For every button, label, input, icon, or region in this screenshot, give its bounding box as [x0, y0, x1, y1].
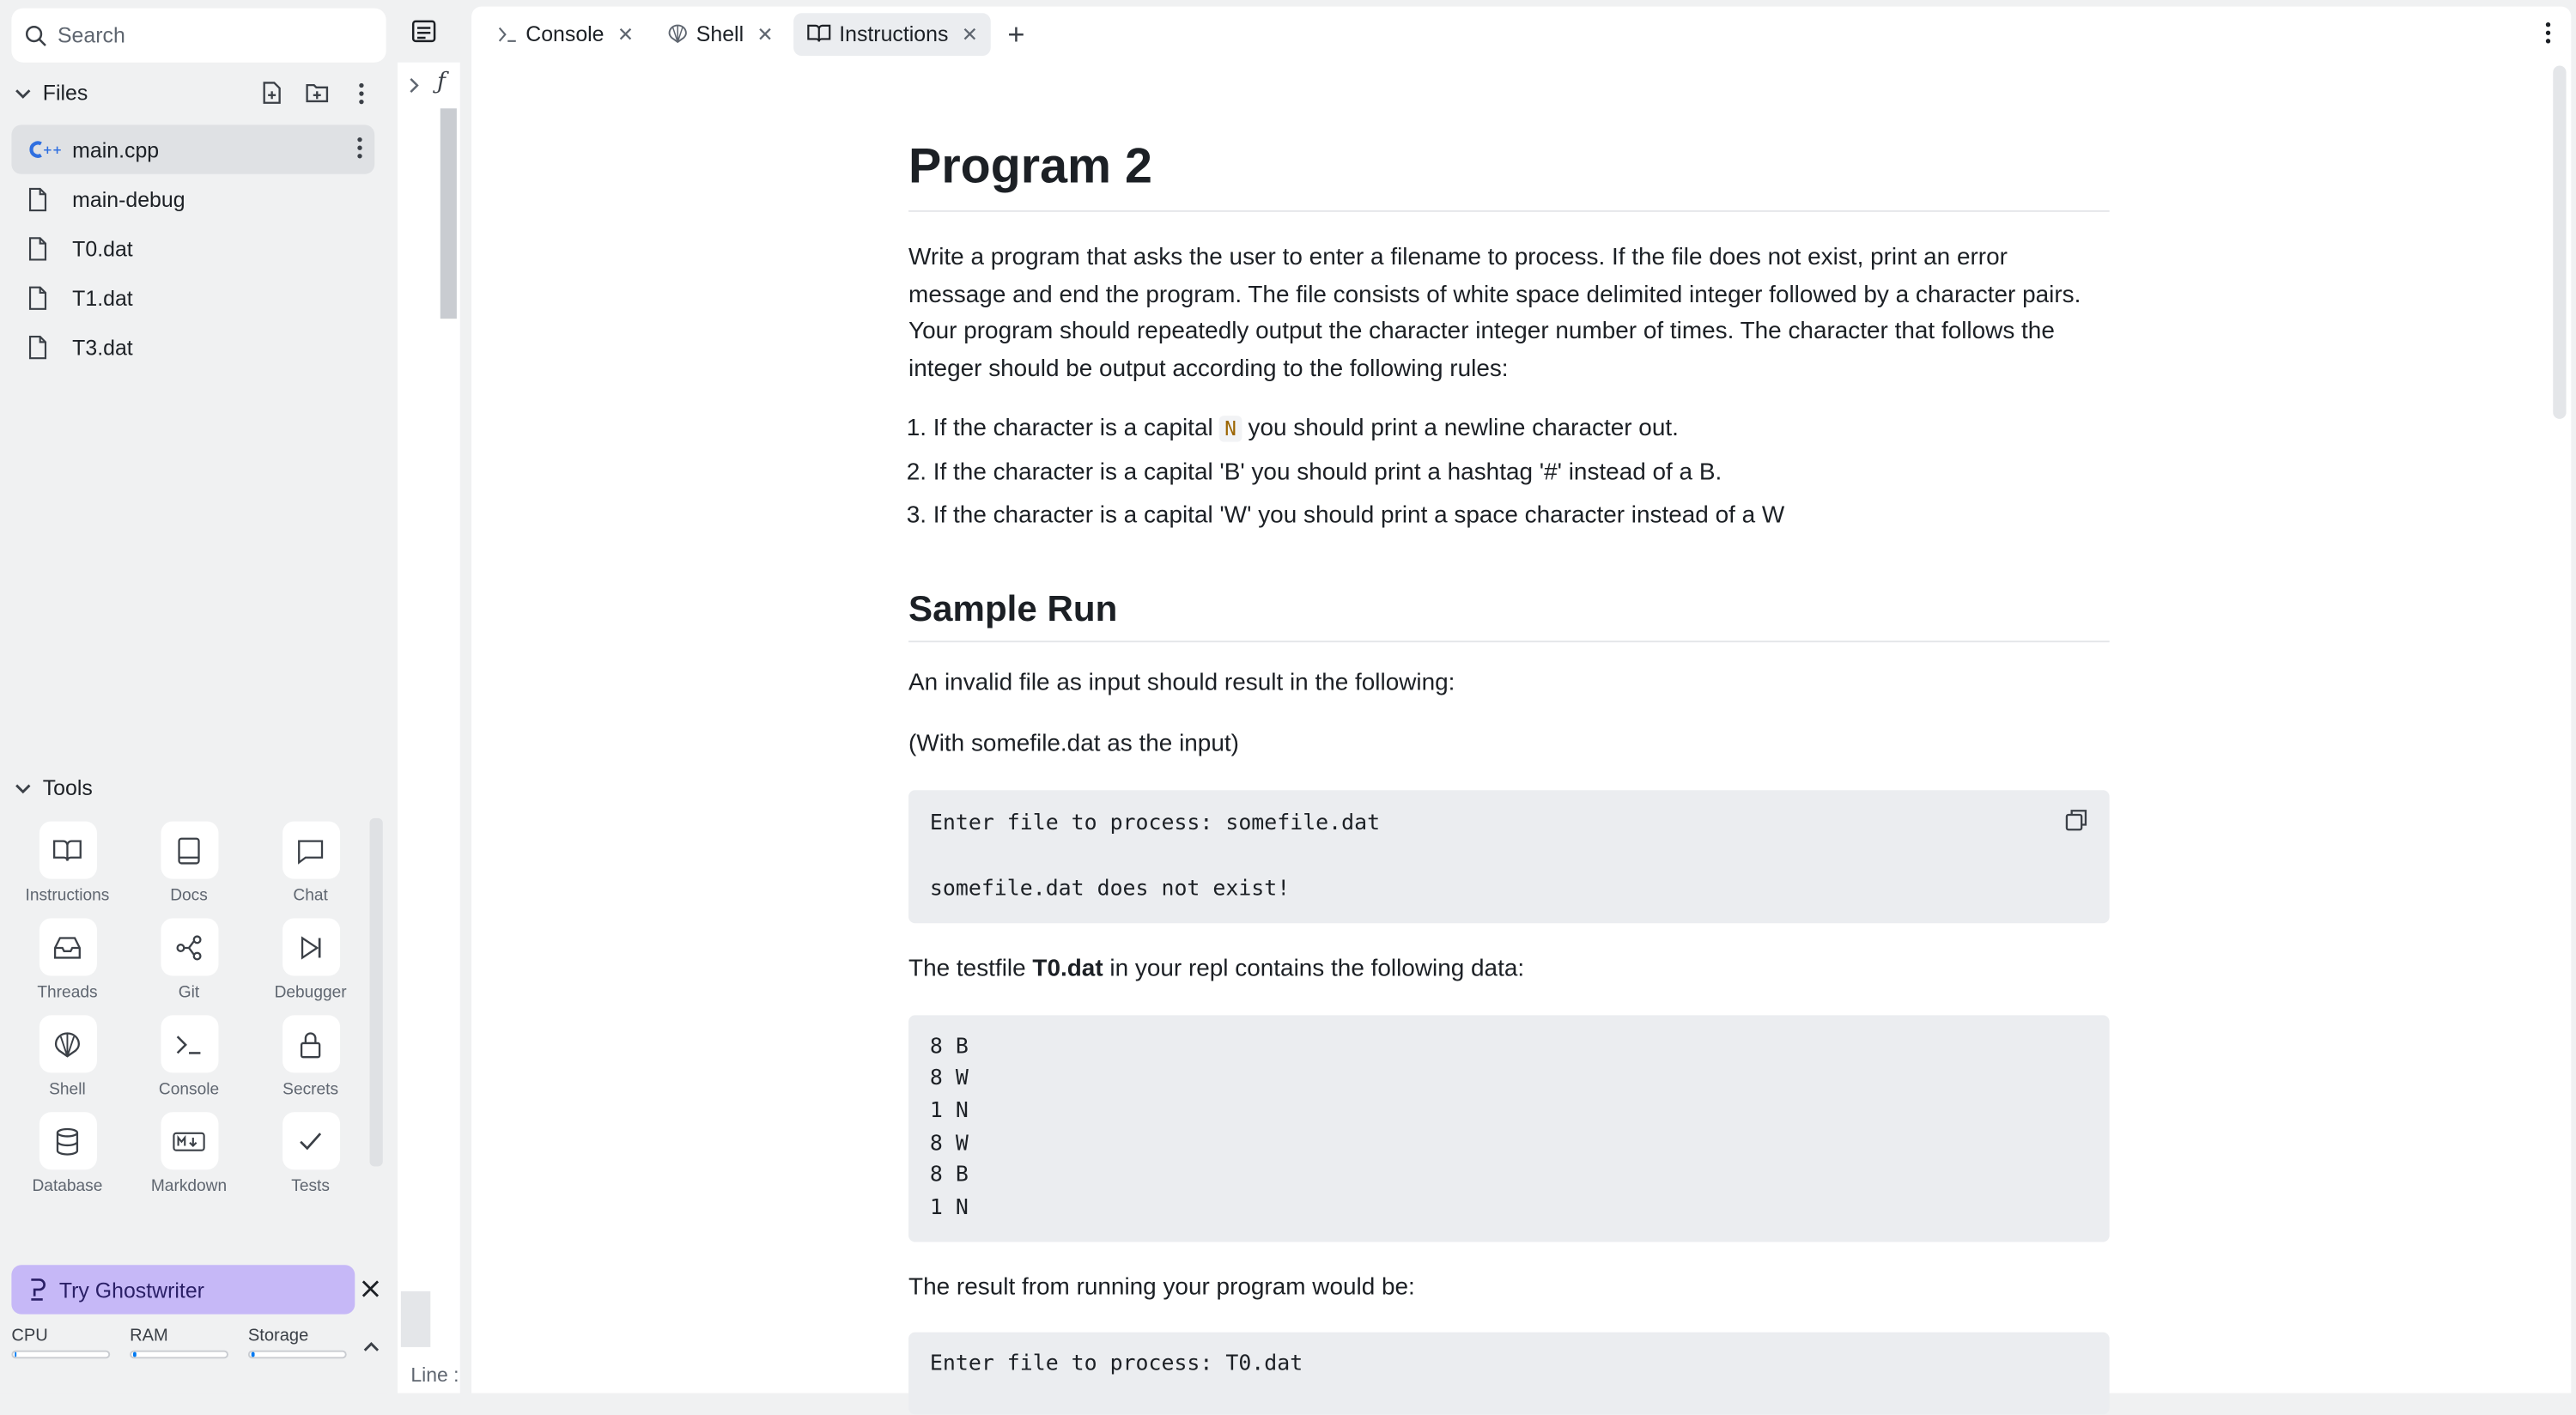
terminal-icon [498, 26, 518, 42]
chevron-up-icon[interactable] [361, 1336, 381, 1365]
try-ghostwriter-button[interactable] [11, 1265, 355, 1314]
sidebar [0, 0, 388, 1393]
tools-grid [7, 822, 372, 1196]
close-tab-icon[interactable]: ✕ [756, 21, 774, 46]
shell-icon [666, 23, 688, 45]
copy-icon[interactable] [2065, 808, 2088, 842]
file-item-t3-dat[interactable] [11, 322, 374, 371]
result-paragraph: The result from running your program would be: [908, 1274, 1415, 1302]
pane-more-icon[interactable] [2545, 21, 2552, 52]
text: The testfile [908, 956, 1033, 983]
lock-icon [299, 1029, 322, 1059]
tool-label: Docs [170, 887, 208, 906]
cpu-label: CPU [11, 1326, 48, 1345]
file-item-main-debug[interactable] [11, 174, 374, 223]
tab-bar [471, 7, 2571, 61]
tool-label: Console [158, 1080, 220, 1099]
svg-text:++: ++ [42, 143, 63, 157]
resource-usage [11, 1326, 356, 1358]
shell-icon [52, 1029, 82, 1059]
search-input[interactable] [58, 23, 370, 48]
tool-label: Database [32, 1177, 103, 1196]
tool-label: Secrets [283, 1080, 339, 1099]
tool-secrets[interactable] [250, 1015, 372, 1099]
file-name: main.cpp [72, 137, 160, 162]
cpu-usage [11, 1326, 110, 1358]
tab-label: Instructions [839, 21, 949, 46]
line-indicator: Line : [410, 1363, 459, 1387]
new-folder-icon[interactable] [302, 79, 331, 107]
check-icon [297, 1129, 324, 1152]
sample-run-heading: Sample Run [908, 585, 2110, 642]
intro-paragraph: Write a program that asks the user to enter a filename to process. If the file does not exist, print an error message and end the program. The file consists of white space delimited integer followed by a character pairs. Your program should repeatedly output the character integer number of times. The character that follows the integer should be output according to the following rules: [908, 245, 2081, 383]
tool-console[interactable] [128, 1015, 250, 1099]
testfile-name: T0.dat [1032, 956, 1103, 983]
tool-chat[interactable] [250, 822, 372, 906]
minimap-slider [401, 1291, 430, 1347]
file-icon [27, 186, 50, 211]
file-tree [11, 124, 374, 371]
tools-header: Tools [42, 775, 93, 800]
file-name: main-debug [72, 186, 185, 211]
text: in your repl contains the following data: [1103, 956, 1525, 983]
tool-shell[interactable] [7, 1015, 129, 1099]
code-block-result [908, 1333, 2110, 1415]
file-name: T1.dat [72, 284, 133, 310]
tool-label: Git [178, 984, 200, 1003]
files-more-icon[interactable] [347, 79, 375, 107]
storage-usage [248, 1326, 347, 1358]
search-box[interactable] [11, 9, 386, 63]
tool-label: Markdown [150, 1177, 228, 1196]
doc-scrollbar[interactable] [2549, 66, 2572, 428]
inbox-icon [52, 934, 82, 961]
tab-shell[interactable] [653, 12, 787, 55]
collapsed-editor [398, 0, 464, 1393]
code-block-invalid [908, 790, 2110, 923]
rule-text: If the character is a capital [933, 416, 1220, 443]
storage-label: Storage [247, 1326, 309, 1345]
chevron-down-icon [13, 778, 33, 798]
chat-icon [295, 837, 325, 864]
file-icon [27, 334, 50, 359]
file-name: T0.dat [72, 235, 133, 261]
with-input-paragraph: (With somefile.dat as the input) [908, 732, 1239, 758]
code-line: Enter file to process: somefile.dat [929, 811, 1381, 836]
book-open-icon [806, 23, 831, 45]
function-icon: ƒ [436, 69, 446, 95]
tab-console[interactable] [484, 12, 647, 55]
add-tab-icon[interactable]: + [1007, 17, 1025, 51]
tool-threads[interactable] [7, 919, 129, 1003]
close-tab-icon[interactable]: ✕ [617, 21, 635, 46]
main-pane [471, 7, 2571, 1394]
tool-label: Tests [291, 1177, 330, 1196]
tools-scrollbar[interactable] [369, 818, 382, 1167]
search-icon [25, 24, 48, 47]
file-name: T3.dat [72, 334, 133, 360]
markdown-icon [173, 1131, 205, 1151]
ram-usage [130, 1326, 228, 1358]
chevron-right-icon[interactable] [407, 72, 420, 101]
tool-label: Threads [37, 984, 98, 1003]
tab-label: Shell [696, 21, 744, 46]
tool-database[interactable] [7, 1112, 129, 1196]
file-icon [27, 236, 50, 261]
tool-docs[interactable] [128, 822, 250, 906]
file-item-t0-dat[interactable] [11, 223, 374, 272]
ghostwriter-icon [27, 1277, 46, 1303]
file-item-t1-dat[interactable] [11, 273, 374, 322]
tool-label: Debugger [274, 984, 347, 1003]
storage-bar-fill [252, 1352, 254, 1357]
tool-debugger[interactable] [250, 919, 372, 1003]
tool-label: Shell [49, 1080, 86, 1099]
rules-list [908, 411, 2110, 542]
file-icon [27, 285, 50, 310]
code-block-data: 8 B 8 W 1 N 8 W 8 B 1 N [908, 1015, 2110, 1242]
doc-title: Program 2 [908, 135, 2110, 212]
testfile-paragraph [908, 951, 2110, 988]
git-icon [174, 932, 204, 962]
rule-item [933, 411, 2110, 455]
invalid-file-paragraph: An invalid file as input should result in the following: [908, 670, 1455, 697]
tool-instructions[interactable] [7, 822, 129, 906]
file-more-icon[interactable] [356, 137, 363, 165]
cpu-bar-fill [15, 1352, 16, 1357]
files-section-toggle[interactable] [13, 81, 88, 106]
tab-instructions[interactable] [793, 12, 992, 55]
tab-label: Console [526, 21, 605, 46]
step-forward-icon [297, 934, 324, 961]
file-item-main-cpp[interactable] [11, 124, 374, 173]
terminal-icon [174, 1033, 204, 1056]
editor-scrollbar[interactable] [440, 108, 457, 319]
tool-label: Instructions [25, 887, 110, 906]
rule-text: you should print a newline character out. [1241, 416, 1679, 443]
ghostwriter-label: Try Ghostwriter [58, 1277, 204, 1303]
tools-section-toggle[interactable] [13, 775, 93, 800]
tool-tests[interactable] [250, 1112, 372, 1196]
book-open-icon [52, 837, 82, 864]
database-icon [54, 1127, 81, 1156]
panel-toggle-icon[interactable] [410, 18, 437, 52]
tool-git[interactable] [128, 919, 250, 1003]
tool-label: Chat [293, 887, 328, 906]
tool-markdown[interactable] [128, 1112, 250, 1196]
ram-bar-fill [133, 1352, 136, 1357]
new-file-icon[interactable] [258, 79, 286, 107]
inline-code: N [1219, 416, 1241, 443]
files-header: Files [42, 80, 88, 106]
rule-item: 2. If the character is a capital 'B' you should print a hashtag '#' instead of a B. [933, 455, 2110, 499]
cpp-file-icon [27, 140, 63, 160]
code-line: somefile.dat does not exist! [929, 877, 1291, 902]
code-line: Enter file to process: T0.dat [929, 1352, 1303, 1378]
book-icon [176, 835, 203, 865]
close-tab-icon[interactable]: ✕ [961, 21, 978, 46]
instructions-document [908, 135, 2110, 1415]
chevron-down-icon [13, 83, 33, 103]
rule-item: 3. If the character is a capital 'W' you should print a space character instead of a W [933, 498, 2110, 542]
ram-label: RAM [130, 1326, 168, 1345]
ghostwriter-close-icon[interactable] [361, 1277, 380, 1306]
